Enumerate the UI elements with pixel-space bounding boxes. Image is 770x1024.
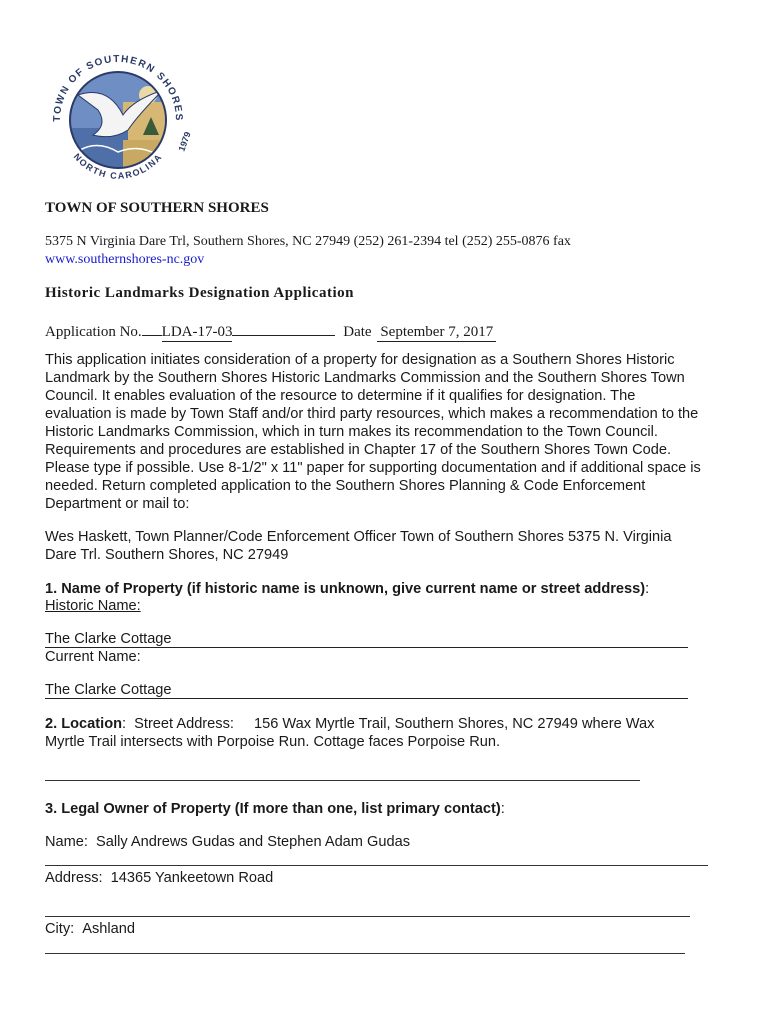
app-no-value[interactable]: LDA-17-03 — [161, 324, 233, 340]
owner-name-value[interactable]: Sally Andrews Gudas and Stephen Adam Gudas — [96, 834, 411, 850]
location-blank-line[interactable] — [45, 780, 640, 781]
section-3-heading-line: 3. Legal Owner of Property (If more than one, list primary contact): — [45, 801, 505, 817]
historic-name-label: Historic Name: — [45, 598, 141, 614]
owner-address-rule — [45, 916, 690, 917]
mail-to-paragraph — [45, 528, 735, 564]
current-name-label: Current Name: — [45, 649, 141, 665]
intro-line: evaluation is made by Town Staff and/or third party resources, which makes a recommendation to the — [45, 406, 699, 422]
app-no-label: Application No. — [45, 324, 142, 340]
intro-line: Please type if possible. Use 8-1/2" x 11" paper for supporting documentation and if additional space is — [45, 460, 701, 476]
org-name: TOWN OF SOUTHERN SHORES — [45, 200, 269, 216]
owner-name-line — [45, 833, 735, 851]
application-line — [45, 318, 496, 342]
section-3-heading: 3. Legal Owner of Property (If more than one, list primary contact) — [45, 801, 501, 817]
owner-city-label: City: — [45, 921, 75, 937]
intro-paragraph — [45, 351, 735, 513]
historic-name-field[interactable]: The Clarke Cottage — [45, 631, 688, 648]
intro-line: Council. It enables evaluation of the resource to determine if it qualifies for designation. The — [45, 388, 636, 404]
section-2-heading: 2. Location — [45, 716, 123, 732]
owner-city-rule — [45, 953, 685, 954]
date-value[interactable]: September 7, 2017 — [377, 324, 496, 342]
current-name-field[interactable]: The Clarke Cottage — [45, 682, 688, 699]
location-line-1: 2. Location: Street Address: 156 Wax Myrtle Trail, Southern Shores, NC 27949 where Wax — [45, 716, 655, 732]
owner-name-rule — [45, 865, 708, 866]
owner-city-value[interactable]: Ashland — [82, 921, 135, 937]
section-2-block — [45, 715, 735, 751]
street-address-label: Street Address: — [134, 716, 234, 732]
app-no-leading-blank — [142, 318, 162, 336]
intro-line: needed. Return completed application to the Southern Shores Planning & Code Enforcement — [45, 478, 646, 494]
section-1-heading-line: 1. Name of Property (if historic name is unknown, give current name or street address): — [45, 581, 650, 597]
svg-text:1979: 1979 — [176, 130, 193, 153]
svg-text:TOWN OF SOUTHERN SHORES: TOWN OF SOUTHERN SHORES — [51, 53, 185, 122]
mail-to-line: Dare Trl. Southern Shores, NC 27949 — [45, 547, 289, 563]
date-label: Date — [343, 324, 372, 340]
app-no-trailing-blank — [232, 318, 335, 336]
mail-to-line: Wes Haskett, Town Planner/Code Enforcement Officer Town of Southern Shores 5375 N. Virginia — [45, 529, 672, 545]
owner-address-label: Address: — [45, 870, 103, 886]
location-line-2[interactable]: Myrtle Trail intersects with Porpoise Run. Cottage faces Porpoise Run. — [45, 734, 501, 750]
intro-line: Historic Landmarks Commission, which in turn makes its recommendation to the Town Council. — [45, 424, 658, 440]
intro-line: Requirements and procedures are established in Chapter 17 of the Southern Shores Town Code. — [45, 442, 672, 458]
owner-city-line — [45, 920, 735, 938]
owner-address-value[interactable]: 14365 Yankeetown Road — [110, 870, 274, 886]
owner-name-label: Name: — [45, 834, 88, 850]
section-1-heading: 1. Name of Property (if historic name is unknown, give current name or street address) — [45, 581, 646, 597]
street-address-value[interactable]: 156 Wax Myrtle Trail, Southern Shores, NC 27949 where Wax — [254, 716, 655, 732]
intro-line: Landmark by the Southern Shores Historic Landmarks Commission and the Southern Shores Town — [45, 370, 685, 386]
org-address: 5375 N Virginia Dare Trl, Southern Shores, NC 27949 (252) 261-2394 tel (252) 255-0876 fax — [45, 234, 571, 249]
owner-address-line — [45, 869, 735, 887]
form-title: Historic Landmarks Designation Application — [45, 285, 354, 301]
intro-line: This application initiates consideration of a property for designation as a Southern Shores Historic — [45, 352, 675, 368]
town-seal-logo — [38, 40, 198, 200]
website-link[interactable]: www.southernshores-nc.gov — [45, 252, 205, 267]
intro-line: Department or mail to: — [45, 496, 190, 512]
svg-text:NORTH CAROLINA: NORTH CAROLINA — [71, 151, 165, 181]
